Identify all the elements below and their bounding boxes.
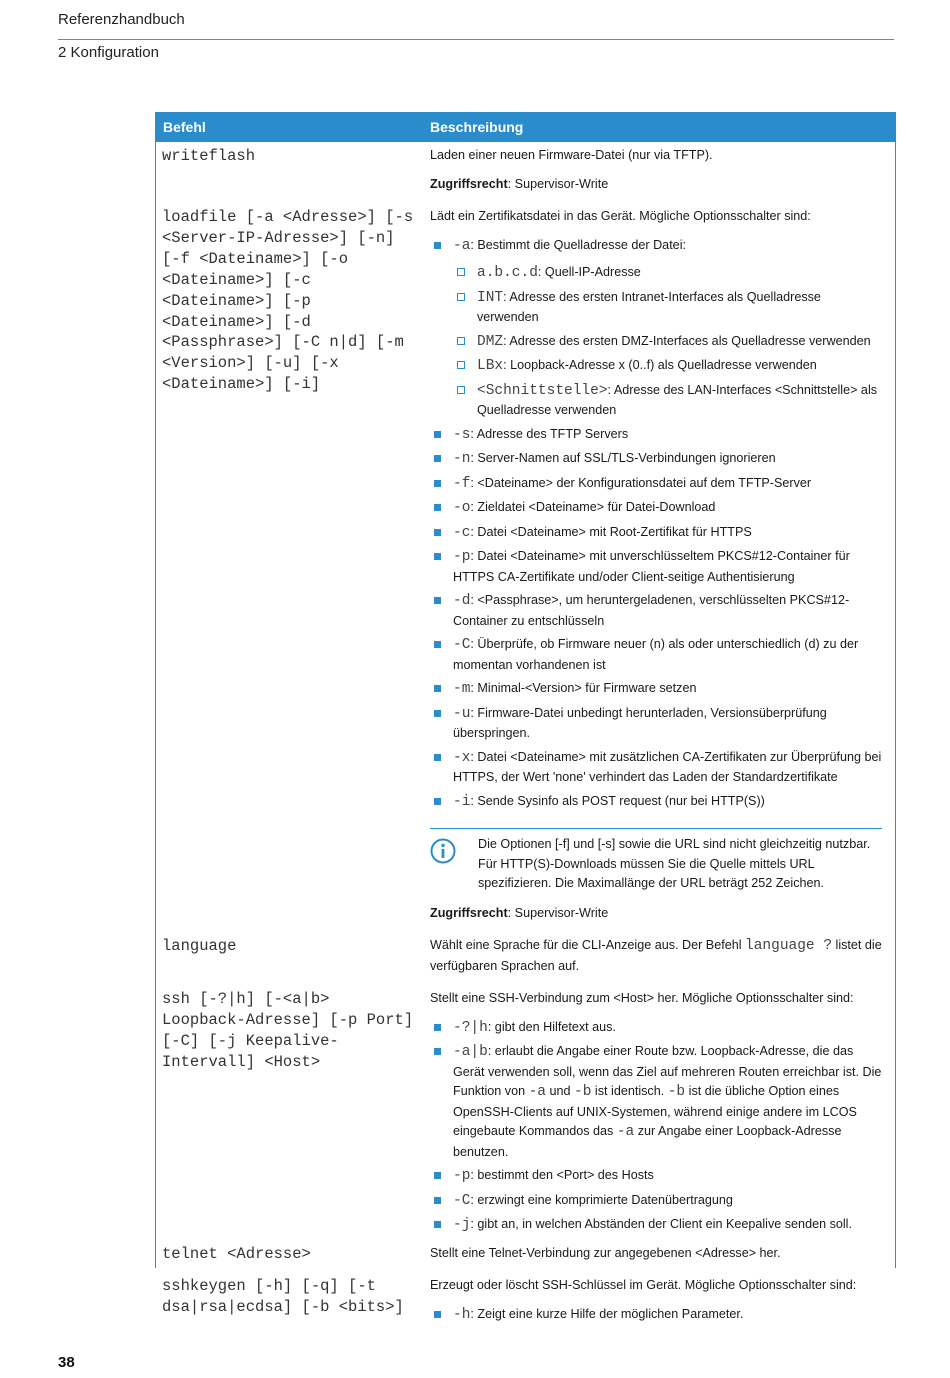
description-loadfile — [422, 203, 888, 932]
sub-list-item — [453, 263, 882, 284]
option-text: : Adresse des LAN-Interfaces <Schnittstelle> als Quelladresse verwenden — [477, 382, 878, 417]
inline-code: language ? — [745, 938, 833, 954]
option-code: -a|b — [453, 1044, 488, 1060]
description-sshkeygen — [422, 1272, 888, 1329]
option-text: : Datei <Dateiname> mit zusätzlichen CA-Zertifikaten zur Überprüfung bei HTTPS, der Wert 'none' verhindert das Laden der Standardzertifikate — [453, 749, 882, 784]
page-number: 38 — [58, 1354, 75, 1371]
table-row-loadfile — [156, 203, 895, 932]
ssh-option-list — [430, 1018, 882, 1236]
option-code: -f — [453, 475, 471, 492]
list-item — [430, 474, 882, 495]
info-note-text: Die Optionen [-f] und [-s] sowie die URL sind nicht gleichzeitig nutzbar. Für HTTP(S)-Downloads müssen Sie die Quelle mittels URL spezifizieren. Die Maximallänge der URL beträgt 252 Zeichen. — [478, 837, 871, 890]
text-segment: listet die verfügbaren Sprachen auf. — [430, 938, 882, 973]
command-writeflash: writeflash — [162, 147, 256, 165]
running-header-chapter: 2 Konfiguration — [58, 44, 159, 61]
sub-list-item — [453, 381, 882, 421]
option-text: : Quell-IP-Adresse — [537, 265, 641, 279]
list-item — [430, 748, 882, 788]
option-code: -a — [453, 237, 471, 254]
source-address-sublist — [453, 263, 882, 421]
inline-code: -b — [574, 1084, 592, 1100]
running-header-title: Referenzhandbuch — [58, 11, 185, 28]
command-language: language — [162, 937, 237, 955]
option-code: -s — [453, 426, 471, 443]
option-text: : Überprüfe, ob Firmware neuer (n) als oder unterschiedlich (d) zu der momentan vorhandenen ist — [453, 637, 859, 672]
list-item — [430, 635, 882, 675]
list-item — [430, 704, 882, 744]
list-item — [430, 498, 882, 519]
info-note — [430, 828, 882, 894]
option-text: : Loopback-Adresse x (0..f) als Quelladresse verwenden — [503, 358, 817, 372]
option-code: -m — [453, 681, 471, 697]
text-segment: Wählt eine Sprache für die CLI-Anzeige aus. Der Befehl — [430, 938, 746, 952]
option-text: : Adresse des ersten Intranet-Interfaces als Quelladresse verwenden — [477, 289, 821, 324]
option-text: : <Passphrase>, um heruntergeladenen, verschlüsselten PKCS#12-Container zu entschlüsseln — [453, 593, 850, 628]
access-label: Zugriffsrecht — [430, 905, 508, 920]
column-header-description: Beschreibung — [430, 119, 524, 135]
info-icon — [430, 835, 478, 894]
option-code: -d — [453, 593, 471, 609]
sub-list-item — [453, 288, 882, 328]
list-item — [430, 236, 882, 421]
list-item — [430, 1018, 882, 1039]
option-code: -?|h — [453, 1019, 488, 1036]
ssh-intro: Stellt eine SSH-Verbindung zum <Host> her. Mögliche Optionsschalter sind: — [430, 991, 854, 1005]
command-ssh: ssh [-?|h] [-<a|b> Loopback-Adresse] [-p Port] [-C] [-j Keepalive-Intervall] <Host> — [162, 990, 414, 1071]
option-code: DMZ — [477, 333, 504, 350]
option-code: -u — [453, 705, 471, 722]
column-header-command: Befehl — [163, 119, 206, 135]
command-table — [155, 112, 896, 1323]
option-code: -p — [453, 1168, 471, 1184]
list-item — [430, 425, 882, 446]
option-text: : Bestimmt die Quelladresse der Datei: — [470, 237, 686, 252]
option-text: : Server-Namen auf SSL/TLS-Verbindungen ignorieren — [470, 451, 776, 465]
table-row-language — [156, 932, 895, 985]
list-item — [430, 679, 882, 700]
option-text: ist die übliche Option eines OpenSSH-Clients auf UNIX-Systemen, während einige andere im LCOS eingebaute Kommandos das — [453, 1084, 857, 1138]
writeflash-text: Laden einer neuen Firmware-Datei (nur via TFTP). — [430, 148, 713, 162]
option-text: : Adresse des TFTP Servers — [470, 426, 629, 441]
option-code: -C — [453, 1192, 471, 1209]
option-code: -C — [453, 637, 471, 653]
option-code: -i — [453, 793, 471, 810]
list-item — [430, 1042, 882, 1162]
command-sshkeygen: sshkeygen [-h] [-q] [-t dsa|rsa|ecdsa] [-b <bits>] — [162, 1277, 404, 1316]
list-item — [430, 449, 882, 470]
access-value: : Supervisor-Write — [507, 905, 609, 920]
description-writeflash — [422, 142, 888, 203]
option-text: zur Angabe einer Loopback-Adresse benutzen. — [453, 1124, 842, 1159]
access-value: : Supervisor-Write — [507, 176, 609, 191]
option-text: : gibt den Hilfetext aus. — [487, 1019, 616, 1034]
list-item — [430, 1191, 882, 1212]
access-label: Zugriffsrecht — [430, 176, 508, 191]
option-text: : Datei <Dateiname> mit Root-Zertifikat für HTTPS — [470, 524, 752, 539]
option-text: : gibt an, in welchen Abständen der Client ein Keepalive senden soll. — [470, 1217, 852, 1231]
access-right — [430, 175, 882, 195]
option-text: : Minimal-<Version> für Firmware setzen — [470, 681, 697, 695]
option-text: : erzwingt eine komprimierte Datenübertragung — [470, 1192, 733, 1207]
list-item — [430, 591, 882, 631]
sub-list-item — [453, 356, 882, 377]
sub-list-item — [453, 332, 882, 353]
option-text: : Adresse des ersten DMZ-Interfaces als Quelladresse verwenden — [503, 333, 871, 348]
option-code: -x — [453, 749, 471, 766]
option-code: <Schnittstelle> — [477, 382, 608, 399]
option-code: INT — [477, 289, 504, 306]
option-code: -n — [453, 451, 471, 467]
table-row-writeflash — [156, 142, 895, 203]
option-text: : Zieldatei <Dateiname> für Datei-Download — [470, 500, 716, 514]
table-row-ssh — [156, 985, 895, 1240]
option-text: und — [546, 1084, 575, 1098]
option-code: -j — [453, 1217, 471, 1233]
sshkeygen-option-list — [430, 1305, 882, 1326]
inline-code: -a — [528, 1084, 547, 1100]
loadfile-option-list — [430, 236, 882, 813]
list-item — [430, 1305, 882, 1326]
list-item — [430, 547, 882, 587]
option-code: -h — [453, 1306, 471, 1323]
sshkeygen-intro: Erzeugt oder löscht SSH-Schlüssel im Gerät. Mögliche Optionsschalter sind: — [430, 1278, 857, 1292]
option-text: : bestimmt den <Port> des Hosts — [470, 1168, 654, 1182]
access-right — [430, 904, 882, 924]
list-item — [430, 792, 882, 813]
description-ssh — [422, 985, 888, 1240]
option-text: ist identisch. — [591, 1084, 668, 1098]
description-language — [422, 932, 888, 985]
inline-code: -a — [616, 1124, 635, 1140]
list-item — [430, 1215, 882, 1236]
language-text — [430, 936, 882, 976]
telnet-text: Stellt eine Telnet-Verbindung zur angegebenen <Adresse> her. — [430, 1245, 781, 1260]
option-text: : Firmware-Datei unbedingt herunterladen, Versionsüberprüfung überspringen. — [453, 705, 827, 740]
table-row-sshkeygen — [156, 1272, 895, 1329]
description-telnet — [422, 1240, 888, 1273]
command-telnet: telnet <Adresse> — [162, 1244, 311, 1263]
command-loadfile: loadfile [-a <Adresse>] [-s <Server-IP-Adresse>] [-n] [-f <Dateiname>] [-o <Dateiname>] [-c <Dateiname>] [-p <Dateiname>] [-d <Passphrase>] [-C n|d] [-m <Version>] [-u] [-x <Dateiname>] [-i] — [162, 208, 414, 394]
table-header — [156, 112, 895, 142]
list-item — [430, 523, 882, 544]
loadfile-intro: Lädt ein Zertifikatsdatei in das Gerät. Mögliche Optionsschalter sind: — [430, 209, 811, 223]
header-divider — [58, 39, 894, 40]
option-text: : Zeigt eine kurze Hilfe der möglichen Parameter. — [470, 1306, 744, 1321]
option-code: a.b.c.d — [477, 265, 538, 281]
list-item — [430, 1166, 882, 1187]
option-code: -o — [453, 500, 471, 516]
option-code: -c — [453, 524, 471, 541]
option-text: : Sende Sysinfo als POST request (nur bei HTTP(S)) — [470, 793, 765, 808]
table-row-telnet — [156, 1240, 895, 1273]
option-text: : erlaubt die Angabe einer Route bzw. Loopback-Adresse, die das Gerät verwenden soll, wenn das Ziel auf mehreren Routen erreichbar ist. Die Funktion von — [453, 1044, 882, 1098]
option-text: : Datei <Dateiname> mit unverschlüsseltem PKCS#12-Container für HTTPS CA-Zertifikate und/oder Client-seitige Authentisierung — [453, 549, 850, 584]
option-text: : <Dateiname> der Konfigurationsdatei auf dem TFTP-Server — [470, 475, 812, 490]
option-code: -p — [453, 549, 471, 565]
option-code: LBx — [477, 358, 504, 374]
inline-code: -b — [667, 1084, 686, 1100]
